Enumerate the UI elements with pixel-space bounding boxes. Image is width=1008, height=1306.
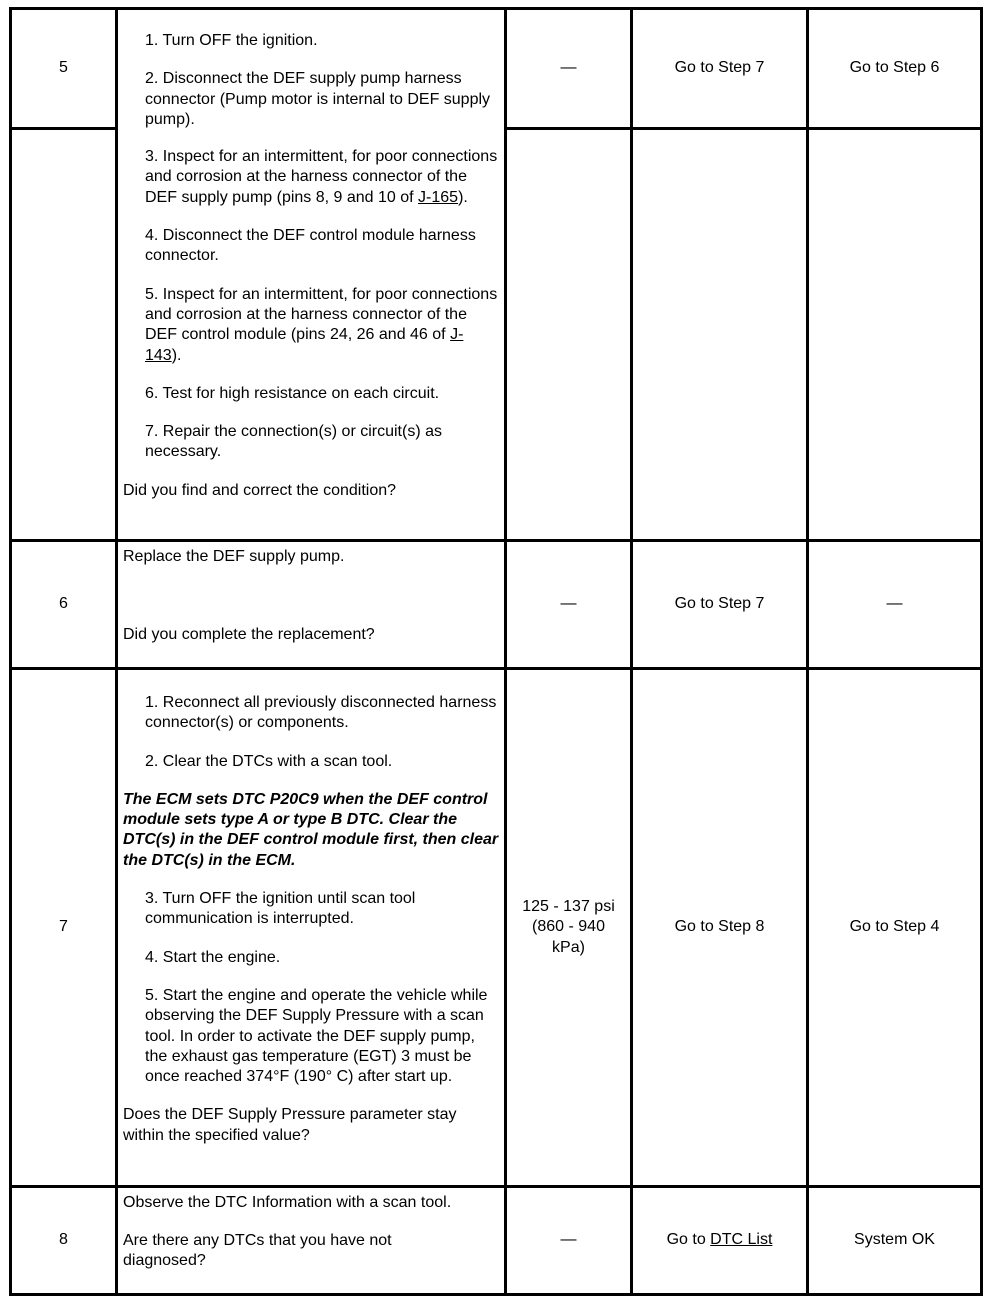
table-border-right <box>980 7 983 1296</box>
connector-link-j165[interactable]: J-165 <box>418 188 459 206</box>
action-item: 5. Start the engine and operate the vehicle while observing the DEF Supply Pressure with a scan tool. In order to activate the DEF supply pump, the exhaust gas temperature (EGT) 3 must be once reached 374°F (190° C) after start up. <box>145 986 488 1086</box>
action-item <box>123 285 499 366</box>
no-cell <box>809 10 980 127</box>
action-text: Observe the DTC Information with a scan tool. <box>123 1194 452 1211</box>
action-cell <box>123 693 501 1146</box>
action-text: Replace the DEF supply pump. <box>123 548 345 565</box>
yes-cell <box>633 542 806 667</box>
action-item: 1. Reconnect all previously disconnected harness connector(s) or components. <box>145 694 497 732</box>
no-cell <box>809 670 980 1185</box>
value-text: — <box>560 595 577 613</box>
row-divider-step5-inner <box>9 127 117 130</box>
step-number <box>12 670 115 1185</box>
value-cell <box>507 670 630 1185</box>
no-text: Go to Step 6 <box>849 59 940 77</box>
no-cell <box>809 1188 980 1293</box>
step-number <box>12 542 115 667</box>
value-cell <box>507 1188 630 1293</box>
value-text: — <box>560 59 577 77</box>
value-text: — <box>560 1231 577 1249</box>
no-cell <box>809 542 980 667</box>
yes-cell <box>633 1188 806 1293</box>
action-item: 3. Turn OFF the ignition until scan tool communication is interrupted. <box>145 890 416 928</box>
no-text: — <box>886 595 903 613</box>
yes-prefix-text: Go to <box>666 1231 711 1249</box>
question-text: Are there any DTCs that you have not diagnosed? <box>123 1232 392 1270</box>
action-text: 3. Inspect for an intermittent, for poor connections and corrosion at the harness connector of the DEF supply pump (pins 8, 9 and 10 of <box>145 148 498 206</box>
action-text: ). <box>458 188 468 206</box>
step-number-text: 8 <box>59 1231 68 1249</box>
action-item <box>123 147 499 208</box>
action-item: 4. Start the engine. <box>145 948 281 966</box>
action-item: 1. Turn OFF the ignition. <box>145 32 318 49</box>
action-item: 2. Clear the DTCs with a scan tool. <box>145 752 393 770</box>
action-item: 7. Repair the connection(s) or circuit(s) as necessary. <box>145 423 442 461</box>
yes-text: Go to Step 8 <box>674 918 765 936</box>
value-cell <box>507 10 630 127</box>
step-number-text: 6 <box>59 595 68 613</box>
yes-text: Go to Step 7 <box>674 59 765 77</box>
action-text: ). <box>171 346 182 364</box>
row-divider-step5-inner-right <box>505 127 983 130</box>
action-item: 2. Disconnect the DEF supply pump harness connector (Pump motor is internal to DEF supply pump). <box>145 70 491 128</box>
action-cell <box>123 31 499 501</box>
warning-note: The ECM sets DTC P20C9 when the DEF control module sets type A or type B DTC. Clear the DTC(s) in the DEF control module first, then clear the DTC(s) in the ECM. <box>123 790 499 869</box>
yes-cell <box>633 670 806 1185</box>
action-item: 4. Disconnect the DEF control module harness connector. <box>145 227 476 265</box>
table-border-bottom <box>9 1293 983 1296</box>
action-item: 6. Test for high resistance on each circuit. <box>145 384 440 402</box>
step-number-text: 5 <box>59 59 68 77</box>
action-text: 5. Inspect for an intermittent, for poor connections and corrosion at the harness connector of the DEF control module (pins 24, 26 and 46 of <box>145 285 498 344</box>
step-number <box>12 1188 115 1293</box>
col-divider-1 <box>115 7 118 1296</box>
value-cell <box>507 542 630 667</box>
question-text: Does the DEF Supply Pressure parameter stay within the specified value? <box>123 1106 457 1144</box>
connector-link-j143[interactable]: J-143 <box>145 326 464 364</box>
yes-text: Go to Step 7 <box>674 595 765 613</box>
step-number-text: 7 <box>59 918 68 936</box>
no-text: System OK <box>854 1231 935 1249</box>
question-text: Did you complete the replacement? <box>123 626 375 643</box>
yes-cell <box>633 10 806 127</box>
step-number <box>12 10 115 127</box>
dtc-list-link[interactable]: DTC List <box>710 1231 773 1249</box>
no-text: Go to Step 4 <box>849 918 940 936</box>
question-text: Did you find and correct the condition? <box>123 481 397 499</box>
value-text: 125 - 137 psi (860 - 940 kPa) <box>522 898 615 956</box>
